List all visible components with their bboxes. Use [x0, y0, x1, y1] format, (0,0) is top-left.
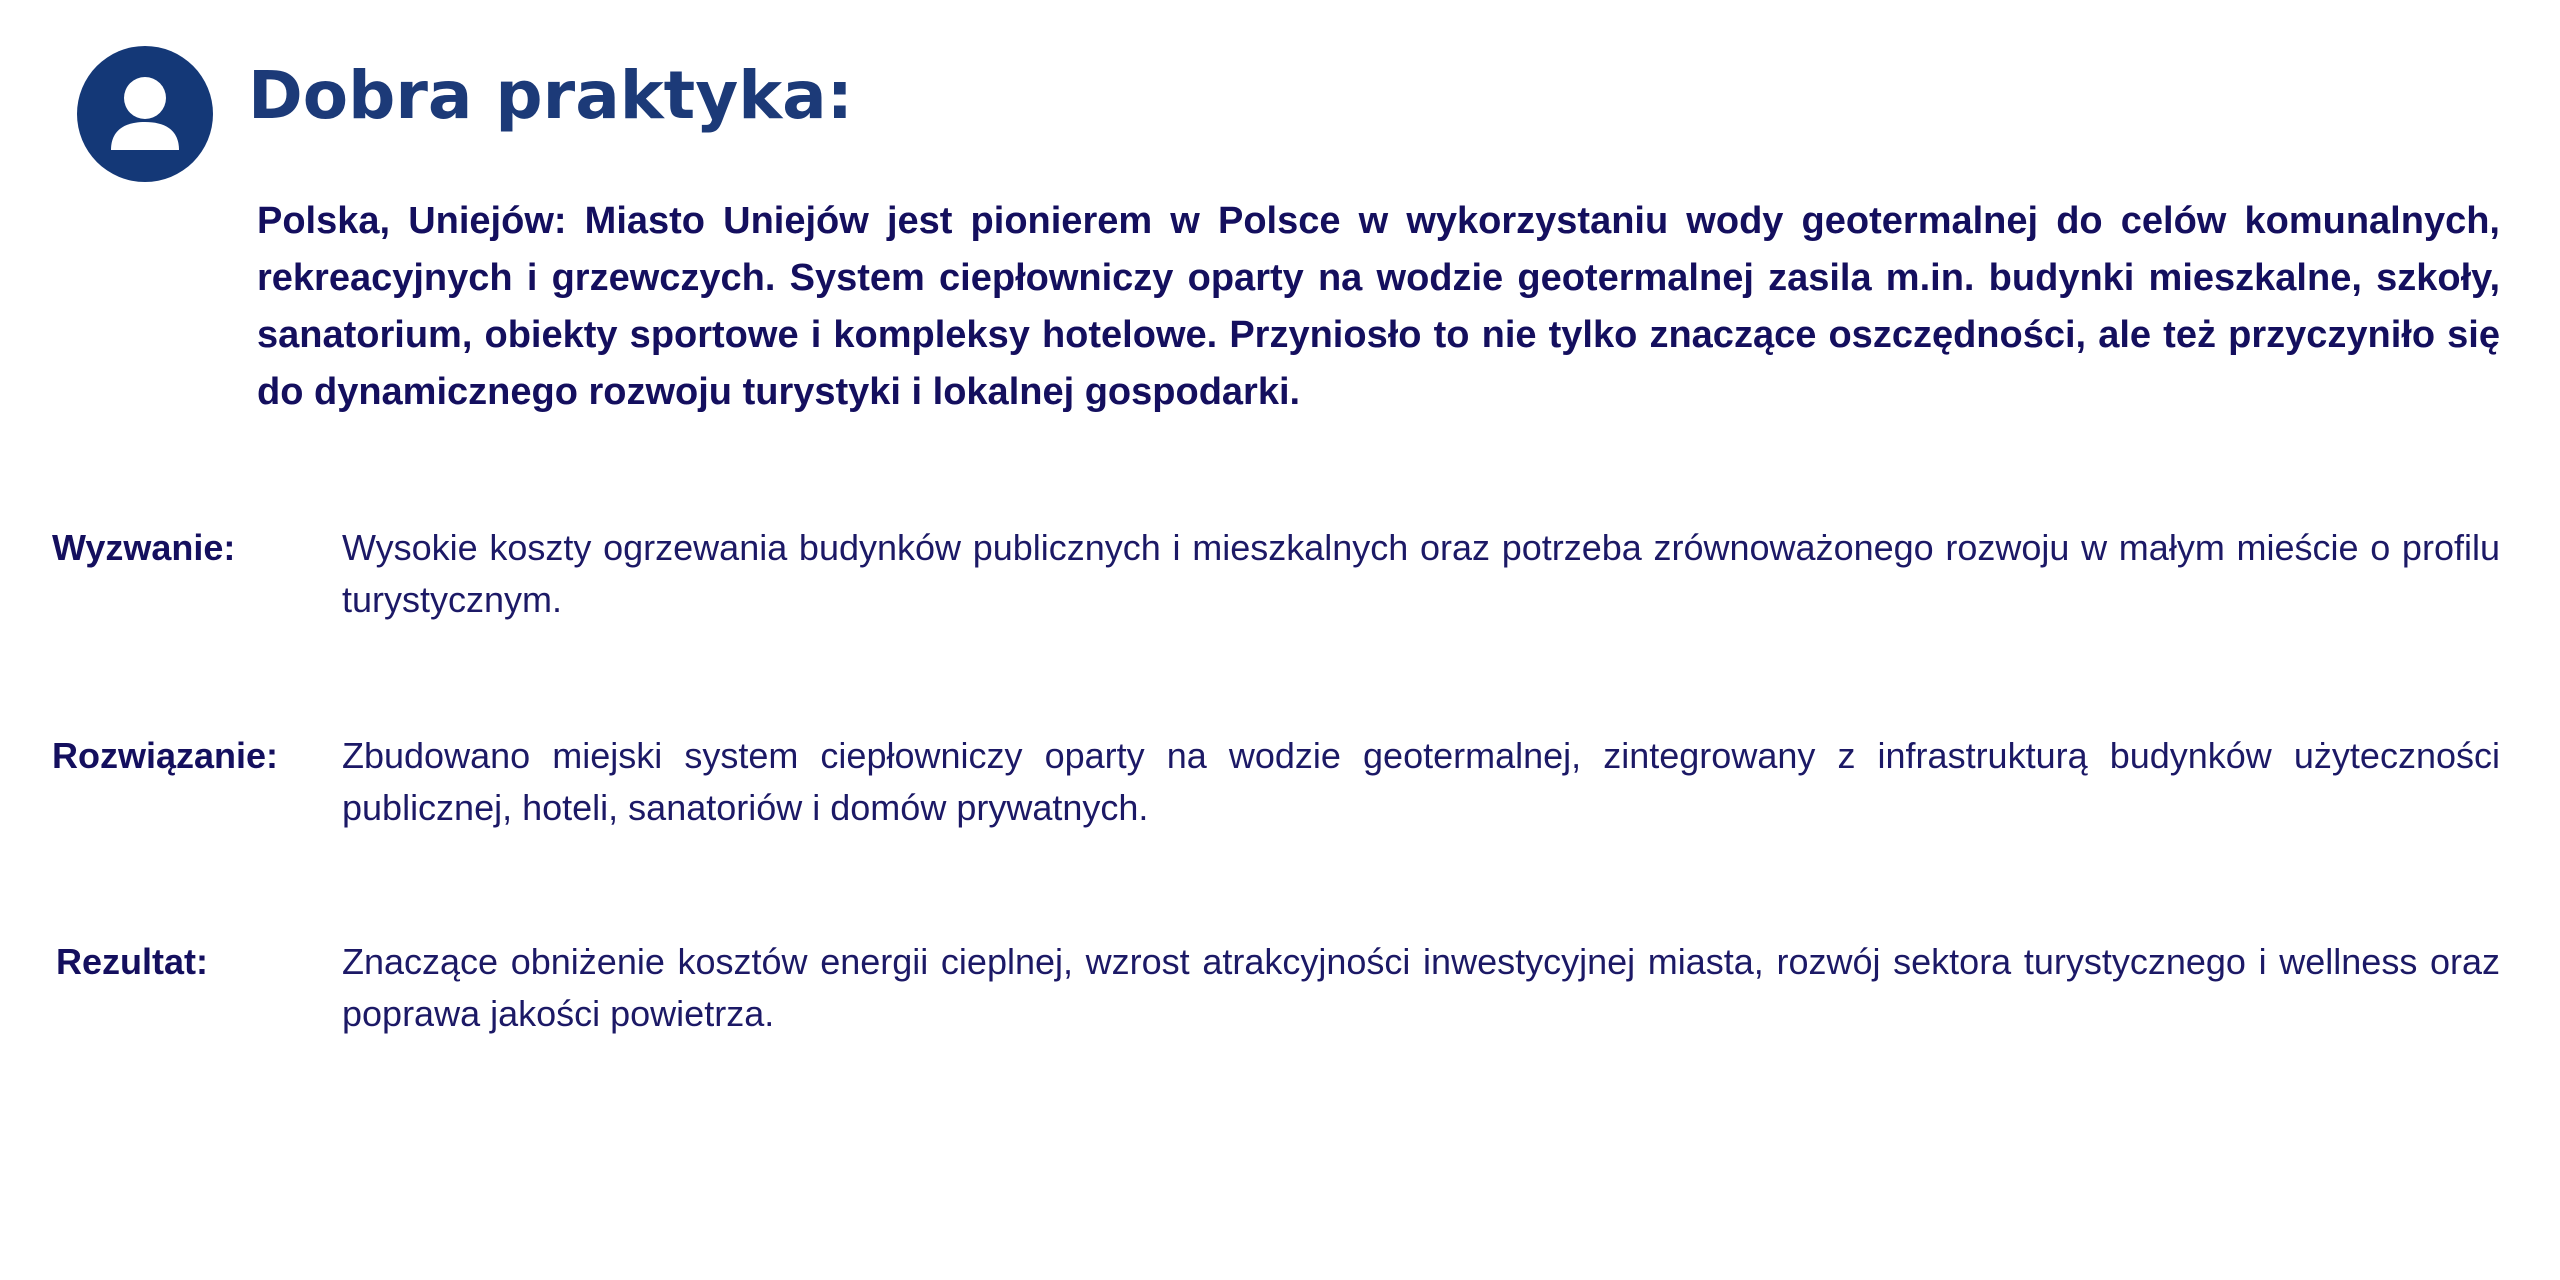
challenge-label: Wyzwanie: [52, 527, 236, 568]
solution-label: Rozwiązanie: [52, 735, 279, 776]
challenge-text: Wysokie koszty ogrzewania budynków publicznych i mieszkalnych oraz potrzeba zrównoważonego rozwoju w małym mieście o profilu turystycznym. [342, 527, 2500, 620]
user-icon [77, 46, 213, 182]
result-label: Rezultat: [56, 941, 208, 982]
result-text: Znaczące obniżenie kosztów energii cieplnej, wzrost atrakcyjności inwestycyjnej miasta, rozwój sektora turystycznego i wellness oraz poprawa jakości powietrza. [342, 941, 2500, 1034]
page-title: Dobra praktyka: [248, 57, 854, 134]
solution-text: Zbudowano miejski system ciepłowniczy oparty na wodzie geotermalnej, zintegrowany z infrastrukturą budynków użyteczności publicznej, hoteli, sanatoriów i domów prywatnych. [342, 735, 2500, 828]
intro-paragraph: Polska, Uniejów: Miasto Uniejów jest pionierem w Polsce w wykorzystaniu wody geotermalnej do celów komunalnych, rekreacyjnych i grzewczych. System ciepłowniczy oparty na wodzie geotermalnej zasila m.in. budynki mieszkalne, szkoły, sanatorium, obiekty sportowe i kompleksy hotelowe. Przyniosło to nie tylko znaczące oszczędności, ale też przyczyniło się do dynamicznego rozwoju turystyki i lokalnej gospodarki. [257, 200, 2500, 413]
